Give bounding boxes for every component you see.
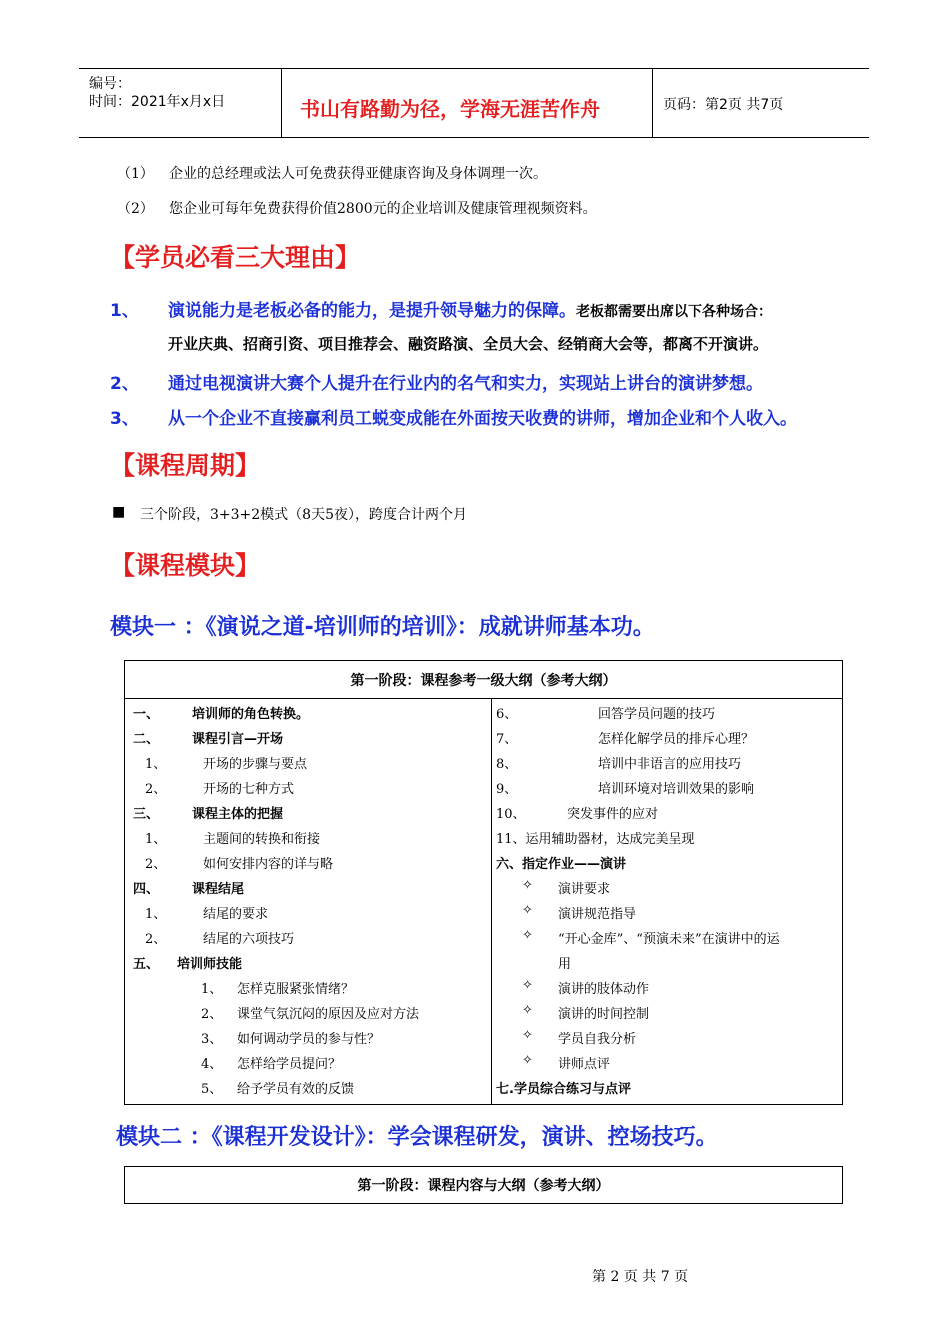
benefit-2-text: 您企业可每年免费获得价值2800元的企业培训及健康管理视频资料。	[169, 201, 597, 217]
outline-right-num: 9、	[496, 782, 518, 797]
diamond-bullet-icon: ✧	[522, 978, 533, 993]
outline-right-text: 讲师点评	[558, 1057, 611, 1072]
outline-right-text: 演讲要求	[558, 882, 611, 897]
outline-left-text: 给予学员有效的反馈	[237, 1082, 355, 1097]
outline-left-text: 主题间的转换和衔接	[203, 832, 321, 847]
outline-left-row	[125, 1026, 491, 1050]
benefit-1-text: 企业的总经理或法人可免费获得亚健康咨询及身体调理一次。	[169, 166, 547, 182]
outline-right-row	[492, 951, 842, 975]
outline-right-text: 怎样化解学员的排斥心理？	[598, 732, 755, 747]
outline-left-text: 如何调动学员的参与性？	[237, 1032, 381, 1047]
header-motto-cell	[282, 69, 653, 137]
reason-3-text: 从一个企业不直接赢利员工蜕变成能在外面按天收费的讲师，增加企业和个人收入。	[168, 409, 797, 429]
outline-right-row	[492, 1051, 842, 1075]
outline-left-text: 课堂气氛沉闷的原因及应对方法	[237, 1007, 420, 1022]
outline-right-row	[492, 1026, 842, 1050]
period-text: 三个阶段，3+3+2模式（8天5夜），跨度合计两个月	[140, 507, 467, 523]
outline-right-text: 用	[558, 957, 572, 972]
outline-left-num: 四、	[133, 882, 160, 897]
outline-right-row	[492, 851, 842, 875]
outline-right-row	[492, 726, 842, 750]
table2-title: 第一阶段：课程内容与大纲（参考大纲）	[357, 1178, 610, 1194]
reason-1-bold: 演说能力是老板必备的能力，是提升领导魅力的保障。	[168, 301, 576, 321]
time-label: 时间：2021年x月x日	[89, 94, 226, 110]
outline-left-row	[125, 1001, 491, 1025]
outline-right-text: 突发事件的应对	[567, 807, 659, 822]
outline-left-row	[125, 776, 491, 800]
outline-right-text: 演讲的肢体动作	[558, 982, 650, 997]
outline-right-row	[492, 1001, 842, 1025]
outline-right-text: 11、运用辅助器材，达成完美呈现	[496, 832, 695, 847]
outline-right-num: 10、	[496, 807, 526, 822]
module2-title: 模块二 ：《课程开发设计》：学会课程研发，演讲、控场技巧。	[116, 1125, 718, 1150]
diamond-bullet-icon: ✧	[522, 878, 533, 893]
outline-left-row	[125, 926, 491, 950]
outline-left-row	[125, 801, 491, 825]
outline-left-text: 开场的步骤与要点	[203, 757, 308, 772]
outline-left-row	[125, 876, 491, 900]
outline-right-row	[492, 876, 842, 900]
outline-left-num: 5、	[201, 1082, 223, 1097]
outline-left-num: 3、	[201, 1032, 223, 1047]
outline-left-text: 结尾的要求	[203, 907, 269, 922]
outline-right-row	[492, 826, 842, 850]
reason-1-cont: 开业庆典、招商引资、项目推荐会、融资路演、全员大会、经销商大会等，都离不开演讲。	[168, 335, 769, 353]
benefit-2-num: （2）	[117, 201, 154, 217]
table-divider	[125, 698, 842, 699]
outline-right-text: 演讲规范指导	[558, 907, 637, 922]
outline-right-text: 七.学员综合练习与点评	[496, 1082, 631, 1097]
outline-right-text: 演讲的时间控制	[558, 1007, 650, 1022]
code-label: 编号：	[89, 76, 131, 92]
outline-right-row	[492, 801, 842, 825]
diamond-bullet-icon: ✧	[522, 1053, 533, 1068]
page-footer: 第 2 页 共 7 页	[592, 1269, 689, 1285]
diamond-bullet-icon: ✧	[522, 903, 533, 918]
outline-left-num: 2、	[145, 782, 167, 797]
outline-left-row	[125, 851, 491, 875]
outline-left-num: 2、	[201, 1007, 223, 1022]
outline-left-row	[125, 826, 491, 850]
outline-left-row	[125, 1051, 491, 1075]
outline-left-row	[125, 976, 491, 1000]
outline-left-row	[125, 951, 491, 975]
outline-left-row	[125, 701, 491, 725]
table1-title: 第一阶段：课程参考一级大纲（参考大纲）	[350, 673, 617, 689]
outline-left-num: 2、	[145, 857, 167, 872]
module1-title: 模块一 ：《演说之道-培训师的培训》：成就讲师基本功。	[110, 615, 655, 640]
outline-right-row	[492, 1076, 842, 1100]
reason-2-num: 2、	[110, 374, 139, 394]
outline-left-text: 培训师技能	[177, 957, 243, 972]
outline-left-text: 开场的七种方式	[203, 782, 295, 797]
benefit-1-num: （1）	[117, 166, 154, 182]
outline-right-num: 6、	[496, 707, 518, 722]
outline-right-text: 学员自我分析	[558, 1032, 637, 1047]
outline-left-row	[125, 751, 491, 775]
modules-heading: 【课程模块】	[110, 551, 261, 580]
diamond-bullet-icon: ✧	[522, 1003, 533, 1018]
diamond-bullet-icon: ✧	[522, 1028, 533, 1043]
bullet-square-icon: ■	[112, 504, 126, 520]
reasons-heading: 【学员必看三大理由】	[110, 243, 361, 272]
outline-right-num: 8、	[496, 757, 518, 772]
outline-left-num: 1、	[201, 982, 223, 997]
module1-outline-table	[124, 660, 843, 1105]
outline-left-text: 培训师的角色转换。	[192, 707, 310, 722]
reason-1-line	[168, 296, 772, 321]
reason-3-num: 3、	[110, 409, 139, 429]
outline-right-row	[492, 976, 842, 1000]
outline-right-row	[492, 901, 842, 925]
header-page-cell	[653, 69, 869, 137]
outline-left-row	[125, 726, 491, 750]
outline-right-num: 7、	[496, 732, 518, 747]
period-heading: 【课程周期】	[110, 451, 261, 480]
outline-left-num: 4、	[201, 1057, 223, 1072]
outline-right-text: 回答学员问题的技巧	[598, 707, 716, 722]
outline-right-text: 培训中非语言的应用技巧	[598, 757, 742, 772]
reason-1-num: 1、	[110, 301, 139, 321]
outline-left-num: 三、	[133, 807, 160, 822]
outline-left-num: 2、	[145, 932, 167, 947]
page-label: 页码：第2页 共7页	[663, 97, 784, 113]
outline-left-num: 1、	[145, 757, 167, 772]
table1-right-column	[492, 701, 842, 1101]
diamond-bullet-icon: ✧	[522, 928, 533, 943]
outline-left-row	[125, 1076, 491, 1100]
motto: 书山有路勤为径，学海无涯苦作舟	[300, 97, 600, 121]
outline-left-num: 1、	[145, 907, 167, 922]
outline-left-num: 二、	[133, 732, 160, 747]
module2-outline-table	[124, 1166, 843, 1204]
outline-left-text: 怎样给学员提问？	[237, 1057, 342, 1072]
outline-left-text: 怎样克服紧张情绪？	[237, 982, 355, 997]
outline-left-num: 1、	[145, 832, 167, 847]
outline-left-text: 课程引言—开场	[192, 732, 284, 747]
page-header	[79, 68, 869, 138]
reason-2-text: 通过电视演讲大赛个人提升在行业内的名气和实力，实现站上讲台的演讲梦想。	[168, 374, 763, 394]
outline-right-row	[492, 751, 842, 775]
outline-left-row	[125, 901, 491, 925]
outline-left-num: 五、	[133, 957, 160, 972]
outline-left-text: 结尾的六项技巧	[203, 932, 295, 947]
outline-right-text: “开心金库”、“预演未来”在演讲中的运	[558, 932, 780, 947]
outline-right-row	[492, 701, 842, 725]
outline-right-row	[492, 926, 842, 950]
outline-left-text: 如何安排内容的详与略	[203, 857, 334, 872]
outline-right-row	[492, 776, 842, 800]
table1-left-column	[125, 701, 491, 1101]
reason-1-normal: 老板都需要出席以下各种场合：	[576, 304, 772, 320]
outline-left-text: 课程结尾	[192, 882, 245, 897]
outline-left-num: 一、	[133, 707, 160, 722]
outline-right-text: 六、指定作业——演讲	[496, 857, 627, 872]
outline-right-text: 培训环境对培训效果的影响	[598, 782, 755, 797]
header-meta-cell	[79, 69, 282, 137]
outline-left-text: 课程主体的把握	[192, 807, 284, 822]
